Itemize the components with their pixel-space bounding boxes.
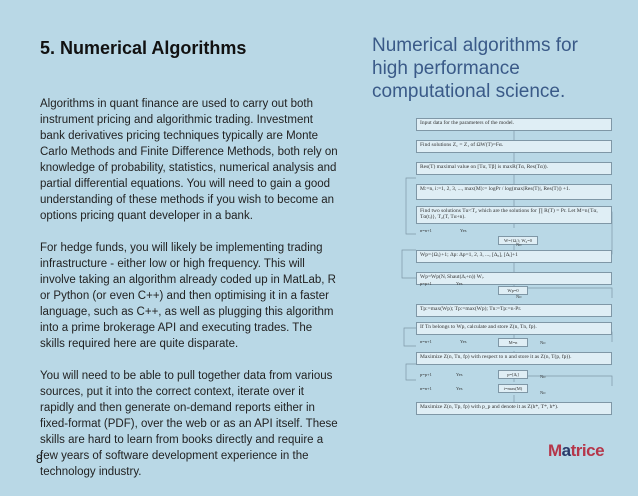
paragraph-data-skills: You will need to be able to pull together data from various sources, put it into the correct context, iterate over it rapidly and then generate on-demand reports either in fixed-format (PDF), over the web or as an API itself. These skills are hard to learn from books directly and require a few years of software development experience in the technology industry. [40, 370, 338, 478]
flow-box-p-eq: p=[Δᵢ] [498, 370, 528, 379]
label-p-increment: p=p+1 [420, 281, 432, 286]
flow-step-maximize-final: Maximize Z(n, Tp, fp) with p_p and denote it as Z(h*, T*, h*). [416, 402, 612, 415]
logo-part-end: trice [570, 441, 605, 460]
logo-part-start: M [548, 441, 562, 460]
flow-box-w0: W={Ωᵢ}; W₀=0 [498, 236, 538, 245]
label-no: No [516, 294, 522, 299]
label-n-increment: n=n+1 [420, 228, 432, 233]
flow-step-find-two-solutions: Find two solutions Tα<T₂ which are the solutions for ∏ R(T) = Pr. Let M=n{Tα, Tα(tᵢ)}, T₂(T, Tα+n). [416, 206, 612, 224]
flow-step-res-max: Res(T) maximal value on [Tα, Tβ] is maxR(Tα, Res(Tα)). [416, 162, 612, 175]
body-text [40, 96, 340, 496]
paragraph-algorithms: Algorithms in quant finance are used to carry out both instrument pricing and algorithmic trading. Investment bank derivatives pricing techniques typically are Monte Carlo Methods and Finite Difference Methods, both rely on knowledge of probability, statistics, numerical analysis and partial differential equations. You will need to gain a good understanding of these methods if you wish to become an options pricing quant developer in a bank. [40, 98, 338, 222]
paragraph-hedge-funds: For hedge funds, you will likely be implementing trading infrastructure - either low or high frequency. This will involve taking an algorithm already coded up in MatLab, R or Python (or even C++) and then optimising it in a faster language, such as C++, as well as plugging this algorithm into a prime brokerage API and executing trades. The skills required here are quite disparate. [40, 242, 336, 350]
label-yes: Yes [456, 386, 463, 391]
label-no: No [540, 340, 546, 345]
algorithm-flowchart [398, 118, 620, 416]
flow-step-maximize-n: Maximize Z(n, Tn, fp) with respect to n and store it as Z(n, T(p, fp)). [416, 352, 612, 365]
flow-box-n-eq: M=n [498, 338, 528, 347]
flow-step-tp-max: Tp:=max(Wp); Tp:=max(Wp); Tn:=Tp:=n·Pr. [416, 304, 612, 317]
section-heading: 5. Numerical Algorithms [40, 38, 247, 58]
label-yes: Yes [460, 339, 467, 344]
flow-step-iteration-count: M:=n, i:=1, 2, 3, ..., max(M):= logPr / log(max|Res(T)|, Res(T)|) +1. [416, 184, 612, 200]
page-number: 8 [36, 452, 43, 466]
flow-box-i-eq: i=max(M) [498, 384, 528, 393]
flow-step-find-solutions: Find solutions Z₁ = Z₁ of ΩW(T)=Fα. [416, 140, 612, 153]
image-caption-title: Numerical algorithms for high performance computational science. [372, 35, 578, 102]
label-yes: Yes [456, 372, 463, 377]
label-yes: Yes [460, 228, 467, 233]
label-yes: Yes [456, 281, 463, 286]
flow-box-wp-zero: Wp=0 [498, 286, 528, 295]
matrice-logo [548, 441, 604, 461]
label-n-increment: n=n+1 [420, 386, 432, 391]
label-no: No [540, 390, 546, 395]
flow-step-wp-shaut: Wp=Wp(Nᵢ Shaut(Δᵢ+n)) Wᵢ. [416, 272, 612, 285]
flow-step-input-data: Input data for the parameters of the model. [416, 118, 612, 131]
label-no: No [516, 242, 522, 247]
label-no: No [540, 374, 546, 379]
logo-part-accent: a [561, 441, 571, 460]
label-n-increment: n=n+1 [420, 339, 432, 344]
flow-step-tn-belongs: If Tn belongs to Wp, calculate and store Z(n, Tn, fp). [416, 322, 612, 335]
flow-step-wp-delta: Wp={Ωᵢ}+1; Δp: Δp=1, 2, 3, ..., [Δ₀], [Δᵢ]+1 [416, 250, 612, 263]
label-p-increment: p=p+1 [420, 372, 432, 377]
